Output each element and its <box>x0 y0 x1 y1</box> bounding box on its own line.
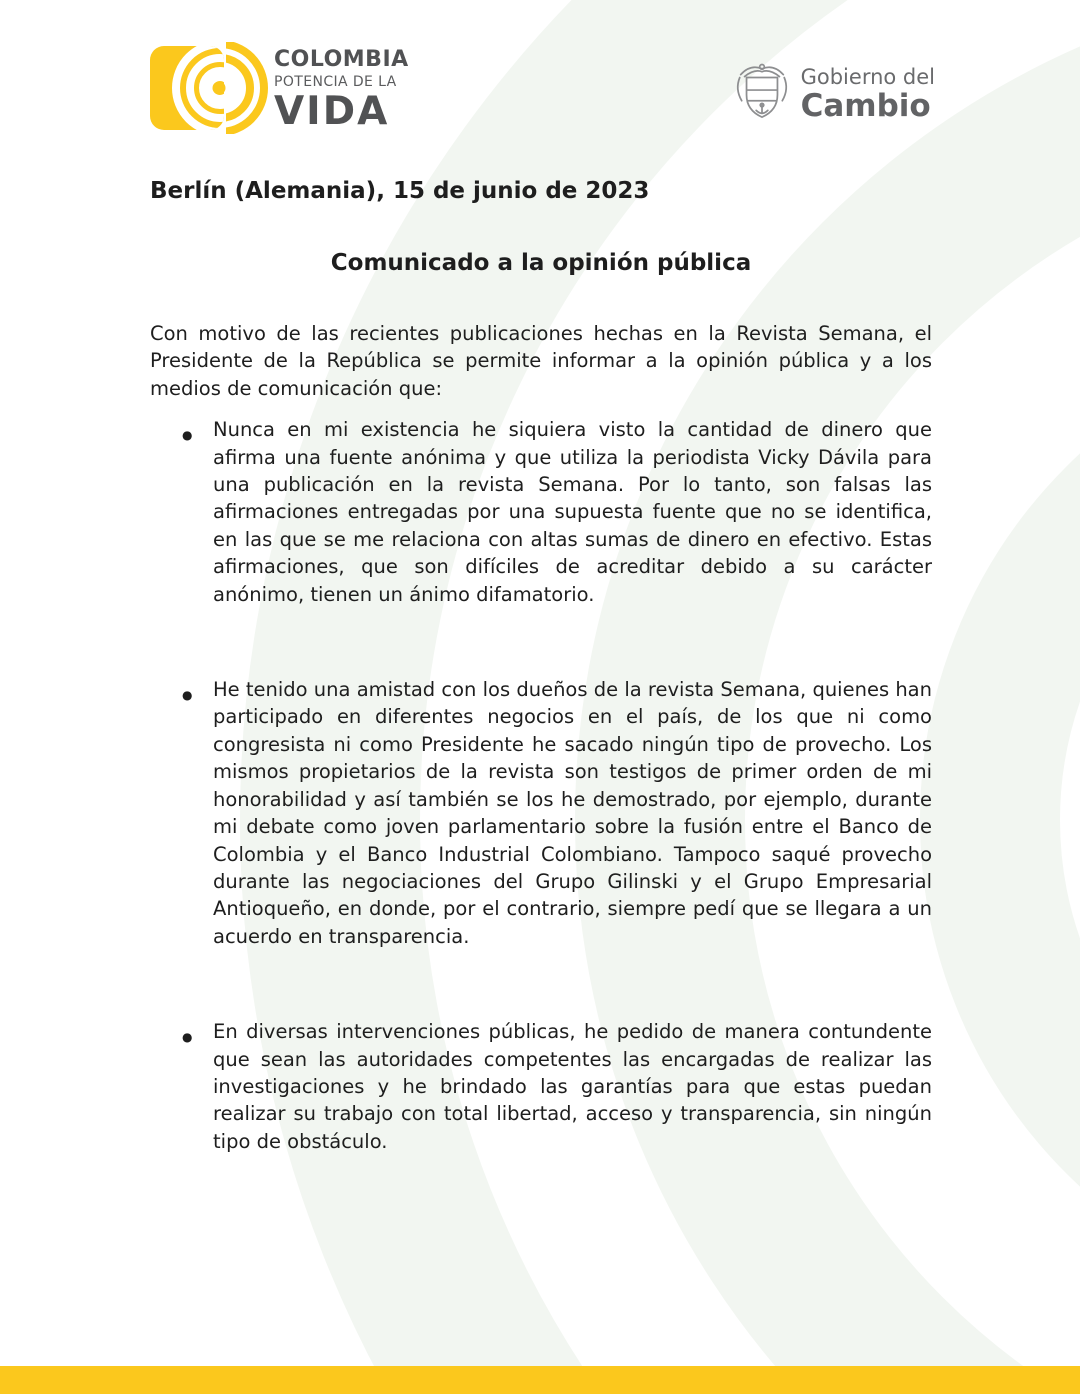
colombia-vida-logo-text <box>274 47 409 134</box>
bullet-item-3: ● En diversas intervenciones públicas, he pedido de manera contundente que sean las autoridades competentes las encargadas de realizar las investigaciones y he brindado las garantías para que estas puedan realizar su trabajo con total libertad, acceso y transparencia, sin ningún tipo de obstáculo. <box>150 1018 932 1155</box>
gobierno-cambio-logo-text <box>800 64 935 124</box>
bullet-item-2: ● He tenido una amistad con los dueños de la revista Semana, quienes han participado en diferentes negocios en el país, de los que ni como congresista ni como Presidente he sacado ningún tipo de provecho. Los mismos propietarios de la revista son testigos de primer orden de mi honorabilidad y así también se los he demostrado, por ejemplo, durante mi debate como joven parlamentario sobre la fusión entre el Banco de Colombia y el Banco Industrial Colombiano. Tampoco saqué provecho durante las negociaciones del Grupo Gilinski y el Grupo Empresarial Antioqueño, en donde, por el contrario, siempre pedí que se llegara a un acuerdo en transparencia. <box>150 676 932 950</box>
gobierno-cambio-logo <box>733 60 935 128</box>
intro-paragraph: Con motivo de las recientes publicaciones hechas en la Revista Semana, el Presidente de la República se permite informar a la opinión pública y a los medios de comunicación que: <box>150 322 932 400</box>
document-body <box>150 178 932 1223</box>
dateline: Berlín (Alemania), 15 de junio de 2023 <box>150 178 650 204</box>
page-header <box>150 42 935 138</box>
logo-line-potencia: POTENCIA DE LA <box>274 74 397 90</box>
logo-line-colombia: COLOMBIA <box>274 47 409 72</box>
bullet-item-1: ● Nunca en mi existencia he siquiera visto la cantidad de dinero que afirma una fuente anónima y que utiliza la periodista Vicky Dávila para una publicación en la revista Semana. Por lo tanto, son falsas las afirmaciones entregadas por una supuesta fuente que no se identifica, en las que se me relaciona con altas sumas de dinero en efectivo. Estas afirmaciones, que son difíciles de acreditar debido a su carácter anónimo, tienen un ánimo difamatorio. <box>150 416 932 608</box>
logo-line-cambio: Cambio <box>800 87 931 124</box>
document-title: Comunicado a la opinión pública <box>330 250 752 276</box>
logo-line-vida: VIDA <box>274 89 390 134</box>
footer-yellow-bar <box>0 1366 1080 1394</box>
colombia-vida-logo-icon <box>150 42 268 138</box>
colombia-vida-logo <box>150 42 409 138</box>
bullet-list <box>150 416 932 1155</box>
logo-line-gobierno: Gobierno del <box>800 64 935 89</box>
coat-of-arms-icon <box>733 60 791 128</box>
